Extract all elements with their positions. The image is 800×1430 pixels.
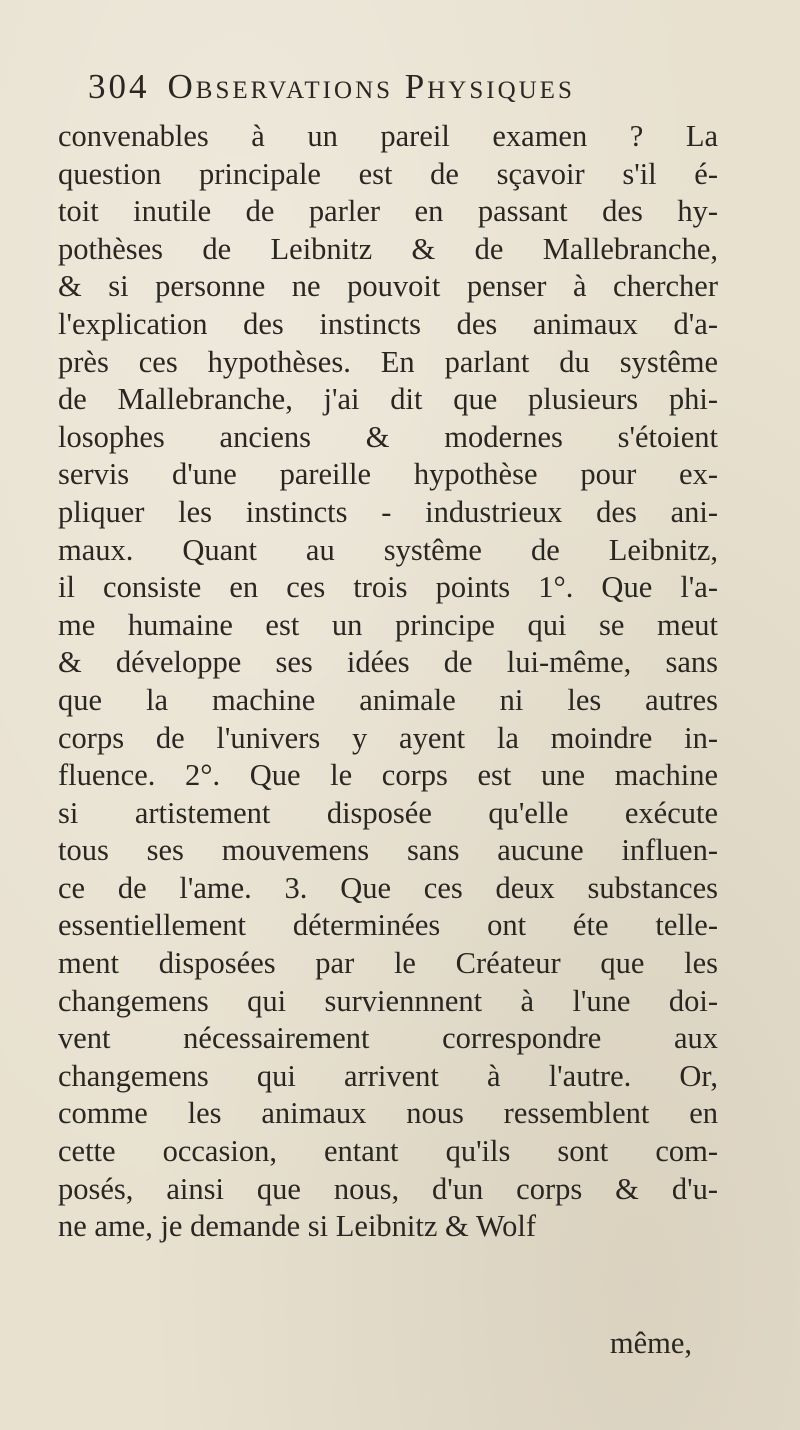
text-line: fluence. 2°. Que le corps est une machine bbox=[58, 758, 718, 793]
text-line: tous ses mouvemens sans aucune influen- bbox=[58, 833, 718, 868]
catchword: même, bbox=[609, 1326, 692, 1360]
text-line: convenables à un pareil examen ? La bbox=[58, 119, 718, 153]
text-line: changemens qui surviennnent à l'une doi- bbox=[58, 983, 718, 1018]
body-text bbox=[58, 118, 718, 1246]
text-line: cette occasion, entant qu'ils sont com- bbox=[58, 1134, 718, 1169]
running-title: Observations Physiques bbox=[167, 67, 575, 106]
text-line: corps de l'univers y ayent la moindre in- bbox=[58, 720, 718, 755]
text-line: maux. Quant au systême de Leibnitz, bbox=[58, 532, 718, 567]
text-line: pothèses de Leibnitz & de Mallebranche, bbox=[58, 231, 718, 266]
text-line: toit inutile de parler en passant des hy- bbox=[58, 194, 718, 229]
text-line: comme les animaux nous ressemblent en bbox=[58, 1096, 718, 1131]
text-line: l'explication des instincts des animaux d'a- bbox=[58, 306, 718, 341]
text-line: & développe ses idées de lui-même, sans bbox=[58, 645, 718, 680]
text-line: me humaine est un principe qui se meut bbox=[58, 607, 718, 642]
text-line: près ces hypothèses. En parlant du systême bbox=[58, 344, 718, 379]
text-line: de Mallebranche, j'ai dit que plusieurs phi- bbox=[58, 382, 718, 417]
text-line: changemens qui arrivent à l'autre. Or, bbox=[58, 1058, 718, 1093]
page-number: 304 bbox=[88, 67, 150, 106]
page-header bbox=[88, 62, 708, 112]
text-line: ment disposées par le Créateur que les bbox=[58, 946, 718, 981]
text-line: pliquer les instincts - industrieux des ani- bbox=[58, 494, 718, 529]
text-line: si artistement disposée qu'elle exécute bbox=[58, 795, 718, 830]
text-line: & si personne ne pouvoit penser à chercher bbox=[58, 269, 718, 304]
text-line: vent nécessairement correspondre aux bbox=[58, 1021, 718, 1056]
text-line: posés, ainsi que nous, d'un corps & d'u- bbox=[58, 1171, 718, 1206]
text-line: ce de l'ame. 3. Que ces deux substances bbox=[58, 870, 718, 905]
text-line: il consiste en ces trois points 1°. Que l'a- bbox=[58, 570, 718, 605]
text-line: losophes anciens & modernes s'étoient bbox=[58, 419, 718, 454]
text-line: question principale est de sçavoir s'il é- bbox=[58, 156, 718, 191]
text-line: ne ame, je demande si Leibnitz & Wolf bbox=[58, 1209, 537, 1244]
text-line: essentiellement déterminées ont éte telle- bbox=[58, 908, 718, 943]
text-line: que la machine animale ni les autres bbox=[58, 682, 718, 717]
text-line: servis d'une pareille hypothèse pour ex- bbox=[58, 457, 718, 492]
